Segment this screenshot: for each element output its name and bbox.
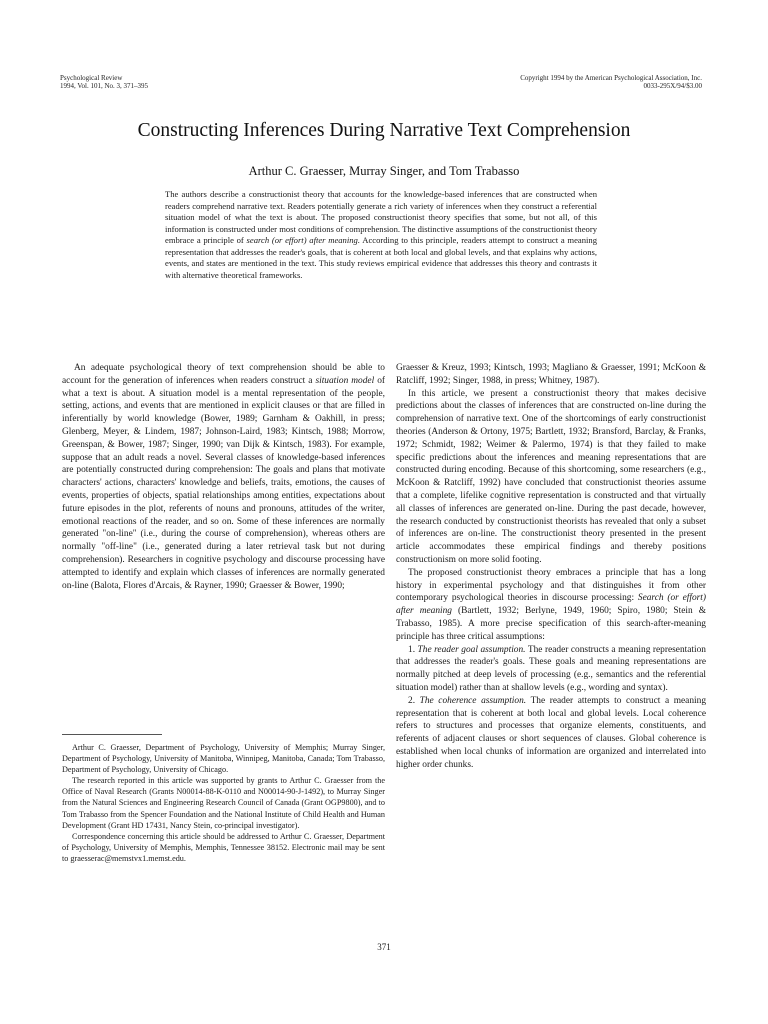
body-column-right	[396, 362, 706, 772]
copyright-line: Copyright 1994 by the American Psychological Association, Inc.	[520, 74, 702, 82]
paper-authors: Arthur C. Graesser, Murray Singer, and Tom Trabasso	[248, 164, 520, 178]
paragraph-text: The reader attempts to construct a meaning representation that is coherent at both local and global levels. Local coherence refers to structures and processes that organize elements, constituents, and referents of adjacent clauses or short sequences of clauses. Global coherence is established when local chunks of information are organized and interrelated into higher order chunks.	[396, 695, 707, 770]
journal-header	[60, 74, 148, 90]
copyright-code: 0033-295X/94/$3.00	[643, 82, 702, 90]
paragraph-text: An adequate psychological theory of text comprehension should be able to account for the generation of inferences when readers construct a	[62, 363, 385, 386]
footnotes	[62, 742, 385, 864]
abstract	[165, 189, 597, 281]
paragraph-article: In this article, we present a constructionist theory that makes decisive predictions about the classes of inferences that are constructed on-line during the comprehension of narrative text. One of the shortcomings of early constructionist theories (Anderson & Ortony, 1975; Bartlett, 1932; Bransford, Barclay, & Franks, 1972; Schmidt, 1982; Weimer & Palermo, 1974) is that they failed to make specific predictions about the inferences and meaning representations that are constructed during encoding. Because of this shortcoming, some researchers (e.g., McKoon & Ratcliff, 1992) have concluded that constructionist theories assume that a complete, lifelike cognitive representation is constructed and that virtually all classes of inferences are generated on-line. During the past decade, however, the research conducted by constructionist theorists has revealed that only a subset of inferences are on-line. The constructionist theory presented in the present article accommodates these empirical findings and thereby positions constructionism on more solid footing.	[396, 388, 706, 565]
paragraph-text: of what a text is about. A situation model is a mental representation of the people, setting, actions, and events that are mentioned in explicit clauses or that are filled in inferentially by world knowledge (Bower, 1989; Garnham & Oakhill, in press; Glenberg, Meyer, & Lindem, 1987; Johnson-Laird, 1983; Kintsch, 1988; Morrow, Greenspan, & Bower, 1987; Singer, 1990; van Dijk & Kintsch, 1983). For example, suppose that an adult reads a novel. Several classes of knowledge-based inferences are potentially constructed during comprehension: The goals and plans that motivate characters' actions, characters' knowledge and beliefs, traits, emotions, the causes of events, properties of objects, spatial relationships among entities, expectations about future episodes in the plot, referents of nouns and pronouns, attitudes of the writer, emotional reactions of the reader, and so on. Some of these inferences are normally generated "on-line" (i.e., during the course of comprehension), whereas others are normally "off-line" (i.e., generated during a later retrieval task but not during comprehension). Researchers in cognitive psychology and discourse processing have attempted to identify and explain which classes of inferences are normally generated on-line (Balota, Flores d'Arcais, & Rayner, 1990; Graesser & Bower, 1990;	[62, 375, 386, 591]
paragraph-continuation: Graesser & Kreuz, 1993; Kintsch, 1993; Magliano & Graesser, 1991; McKoon & Ratcliff, 1992; Singer, 1988, in press; Whitney, 1987).	[396, 363, 706, 386]
abstract-text-1: The authors describe a constructionist theory that accounts for the knowledge-based inferences that are constructed when readers comprehend narrative text. Readers potentially generate a rich variety of inferences when they construct a referential situation model of what the text is about. The proposed constructionist theory specifies that some, but not all, of this information is constructed under most conditions of comprehension. The distinctive assumptions of the constructionist theory embrace a principle of	[165, 189, 597, 245]
journal-name: Psychological Review	[60, 74, 123, 82]
abstract-text-2: According to this principle, readers attempt to construct a meaning representation that addresses the reader's goals, that is coherent at both local and global levels, and that explains why actions, events, and states are mentioned in the text. This study reviews empirical evidence that addresses this theory and contrasts it with alternative theoretical frameworks.	[165, 235, 597, 280]
paragraph-text: The proposed constructionist theory embraces a principle that has a long history in experimental psychology and that distinguishes it from other contemporary psychological theories in discourse processing:	[396, 567, 706, 604]
paragraph-intro	[62, 362, 385, 592]
assumption-title: The reader goal assumption.	[417, 644, 526, 655]
paragraph-principle	[396, 567, 706, 644]
body-column-left	[62, 362, 385, 592]
paragraph-italic: Search (or effort) after meaning	[396, 593, 707, 617]
paragraph-italic: situation model	[315, 375, 375, 386]
paragraph-assumption-2	[396, 695, 706, 772]
copyright-header	[520, 74, 702, 90]
footnote-correspondence: Correspondence concerning this article should be addressed to Arthur C. Graesser, Department of Psychology, University of Memphis, Memphis, Tennessee 38152. Electronic mail may be sent to graesserac@memstvx1.memst.edu.	[62, 831, 385, 863]
footnote-funding: The research reported in this article was supported by grants to Arthur C. Graesser from the Office of Naval Research (Grants N00014-88-K-0110 and N00014-90-J-1492), to Murray Singer from the Natural Sciences and Engineering Research Council of Canada (Grant OGP9800), and to Tom Trabasso from the Spencer Foundation and the National Institute of Child Health and Human Development (Grant HD 17431, Nancy Stein, co-principal investigator).	[62, 776, 385, 830]
abstract-italic: search (or effort) after meaning.	[246, 235, 360, 245]
paragraph-assumption-1	[396, 644, 706, 695]
paragraph-text: The reader constructs a meaning representation that addresses the reader's goals. These goals and meaning representations are normally pitched at deep levels of processing (e.g., semantics and the referential situation model) rather than at shallow levels (e.g., wording and syntax).	[396, 644, 706, 693]
footnote-affiliations: Arthur C. Graesser, Department of Psychology, University of Memphis; Murray Singer, Department of Psychology, University of Manitoba, Winnipeg, Manitoba, Canada; Tom Trabasso, Department of Psychology, University of Chicago.	[62, 743, 385, 775]
assumption-number: 1.	[408, 644, 418, 655]
journal-citation: 1994, Vol. 101, No. 3, 371–395	[60, 82, 149, 90]
assumption-number: 2.	[408, 695, 420, 706]
footnote-rule	[62, 734, 162, 735]
paragraph-text: (Bartlett, 1932; Berlyne, 1949, 1960; Spiro, 1980; Stein & Trabasso, 1985). A more precise specification of this search-after-meaning principle has three critical assumptions:	[396, 606, 706, 642]
page-number: 371	[377, 942, 391, 952]
assumption-title: The coherence assumption.	[419, 695, 527, 706]
paper-title: Constructing Inferences During Narrative Text Comprehension	[137, 120, 631, 141]
